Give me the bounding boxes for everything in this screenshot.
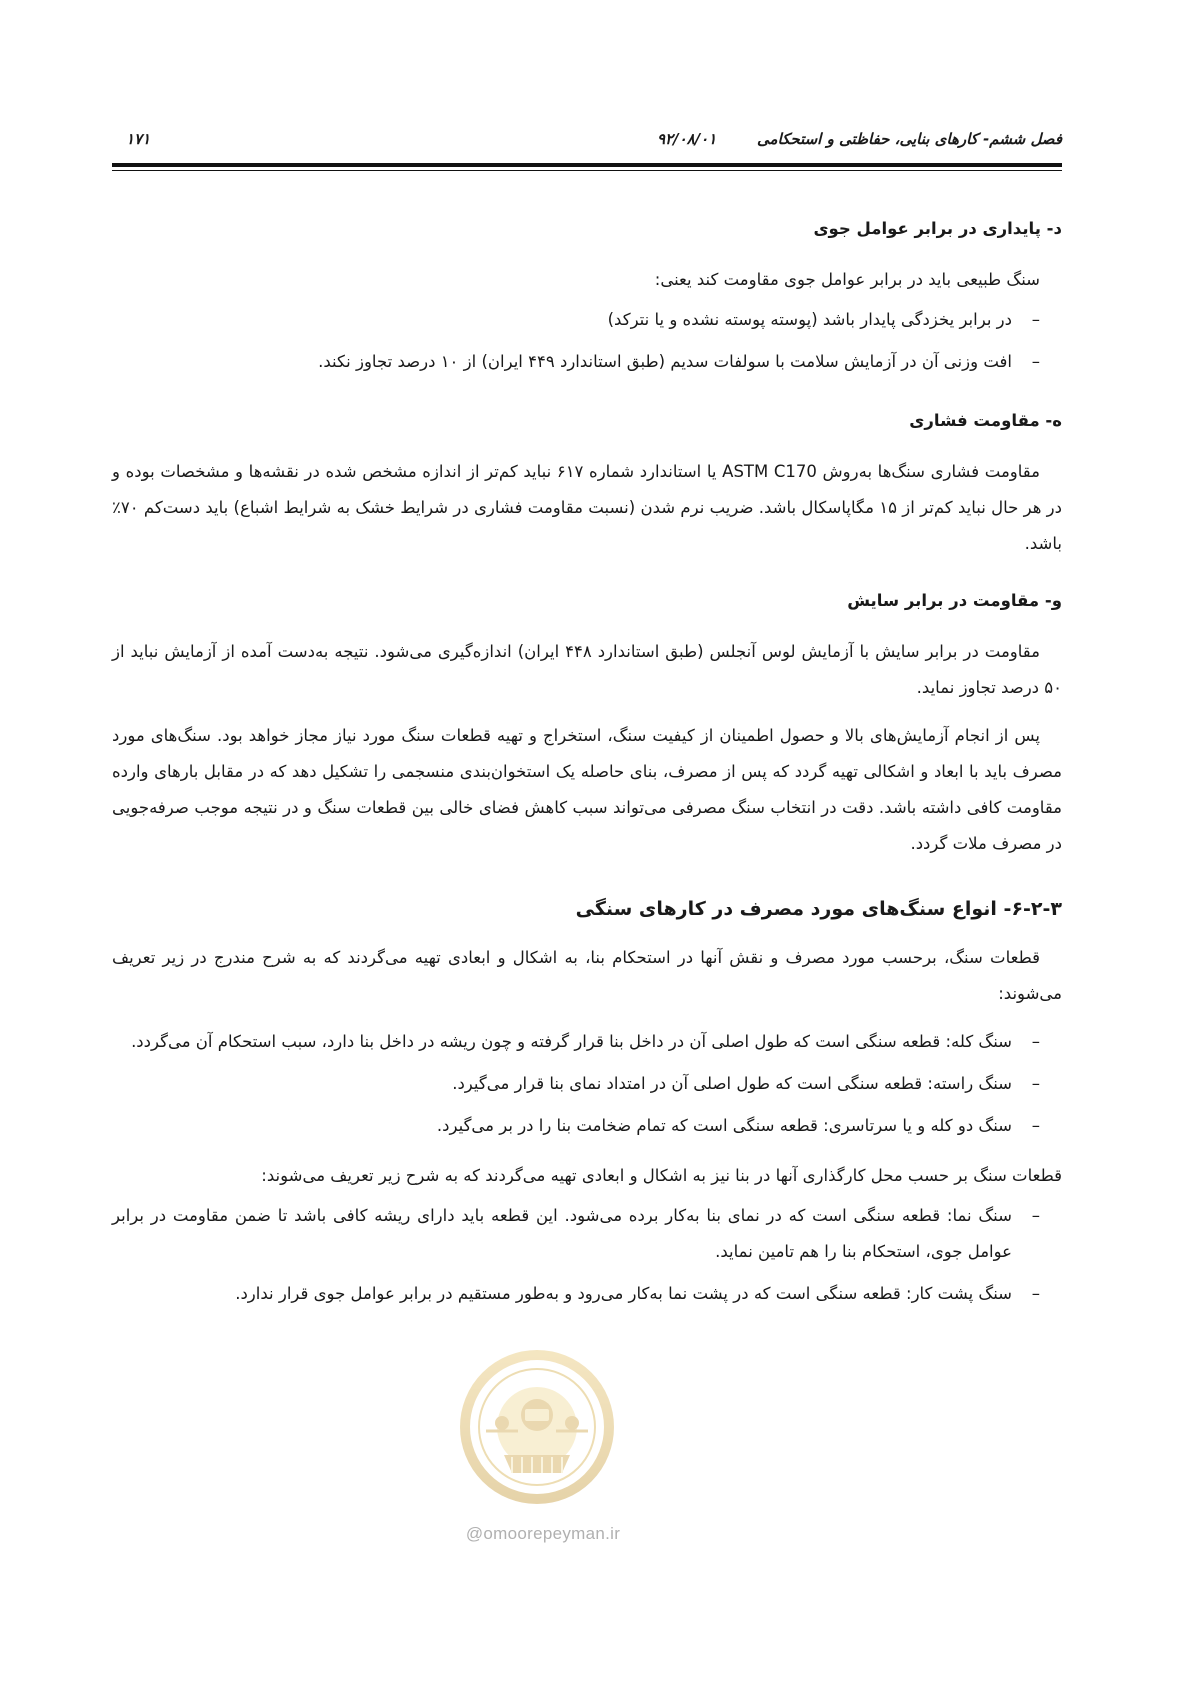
section-d-title: د- پایداری در برابر عوامل جوی	[813, 219, 1062, 238]
section-v-paragraph-2: پس از انجام آزمایش‌های بالا و حصول اطمینان از کیفیت سنگ، استخراج و تهیه قطعات سنگ مورد نیاز مجاز خواهد بود. سنگ‌های مورد مصرف باید با ابعاد و اشکالی تهیه گردد که پس از مصرف، بنای حاصله یک استخوان‌بندی منسجمی را تشکیل دهد که در مقابل بارهای وارده مقاومت کافی داشته باشد. دقت در انتخاب سنگ مصرفی می‌تواند سبب کاهش فضای خالی بین قطعات سنگ و در نتیجه موجب صرفه‌جویی در مصرف ملات گردد.	[112, 726, 1062, 853]
bullet-dash: –	[1031, 1206, 1040, 1225]
section-d-list	[112, 302, 1062, 380]
watermark-caption: @omoorepeyman.ir	[465, 1524, 621, 1543]
list-item-text: سنگ کله: قطعه سنگی است که طول اصلی آن در داخل بنا قرار گرفته و چون ریشه در داخل بنا دارد، سبب استحکام آن می‌گردد.	[131, 1032, 1012, 1051]
list-item	[112, 1024, 1040, 1060]
bullet-dash: –	[1031, 352, 1040, 371]
bullet-dash: –	[1031, 1074, 1040, 1093]
section-v-title: و- مقاومت در برابر سایش	[847, 591, 1062, 610]
chapter-title: فصل ششم- کارهای بنایی، حفاظتی و استحکامی	[757, 130, 1062, 148]
placement-types-list	[112, 1198, 1062, 1312]
body-content	[112, 214, 1062, 1326]
section-6-2-3-intro-2: قطعات سنگ بر حسب محل کارگذاری آنها در بنا نیز به اشکال و ابعادی تهیه می‌گردند که به شرح زیر تعریف می‌شوند:	[261, 1166, 1062, 1185]
bullet-dash: –	[1031, 1116, 1040, 1135]
page-header	[112, 126, 1062, 156]
seal-logo-icon	[442, 1345, 632, 1515]
list-item	[112, 1276, 1040, 1312]
revision-date: ۹۲/۰۸/۰۱	[657, 130, 717, 148]
list-item	[112, 344, 1040, 380]
bullet-dash: –	[1031, 1032, 1040, 1051]
section-d-intro: سنگ طبیعی باید در برابر عوامل جوی مقاومت کند یعنی:	[654, 270, 1040, 289]
list-item-text: افت وزنی آن در آزمایش سلامت با سولفات سدیم (طبق استاندارد ۴۴۹ ایران) از ۱۰ درصد تجاوز نکند.	[318, 352, 1012, 371]
section-v-paragraph-1: مقاومت در برابر سایش با آزمایش لوس آنجلس (طبق استاندارد ۴۴۸ ایران) اندازه‌گیری می‌شود. نتیجه به‌دست آمده از آزمایش نباید از ۵۰ درصد تجاوز نماید.	[112, 642, 1062, 697]
list-item-text: سنگ پشت کار: قطعه سنگی است که در پشت نما به‌کار می‌رود و به‌طور مستقیم در برابر عوامل جوی قرار ندارد.	[235, 1284, 1012, 1303]
bullet-dash: –	[1031, 1284, 1040, 1303]
page-number: ۱۷۱	[126, 130, 151, 148]
list-item	[112, 302, 1040, 338]
header-rule-thin	[112, 170, 1062, 171]
section-6-2-3-intro: قطعات سنگ، برحسب مورد مصرف و نقش آنها در استحکام بنا، به اشکال و ابعادی تهیه می‌گردند که به شرح مندرج در زیر تعریف می‌شوند:	[112, 948, 1062, 1003]
stone-types-list	[112, 1024, 1062, 1144]
list-item-text: سنگ نما: قطعه سنگی است که در نمای بنا به‌کار برده می‌شود. این قطعه باید دارای ریشه کافی باشد تا ضمن مقاومت در برابر عوامل جوی، استحکام بنا را هم تامین نماید.	[112, 1206, 1012, 1261]
list-item-text: سنگ راسته: قطعه سنگی است که طول اصلی آن در امتداد نمای بنا قرار می‌گیرد.	[452, 1074, 1012, 1093]
section-e-title: ه- مقاومت فشاری	[909, 411, 1062, 430]
header-rule-thick	[112, 163, 1062, 167]
list-item-text: در برابر یخزدگی پایدار باشد (پوسته پوسته نشده و یا نترکد)	[607, 310, 1012, 329]
section-e-paragraph: مقاومت فشاری سنگ‌ها به‌روش ASTM C170 یا استاندارد شماره ۶۱۷ نباید کم‌تر از اندازه مشخص شده در نقشه‌ها و مشخصات بوده و در هر حال نباید کم‌تر از ۱۵ مگاپاسکال باشد. ضریب نرم شدن (نسبت مقاومت فشاری در شرایط خشک به شرایط اشباع) باید دست‌کم ۷۰٪ باشد.	[112, 462, 1062, 553]
bullet-dash: –	[1031, 310, 1040, 329]
list-item	[112, 1108, 1040, 1144]
list-item	[112, 1066, 1040, 1102]
list-item-text: سنگ دو کله و یا سرتاسری: قطعه سنگی است که تمام ضخامت بنا را در بر می‌گیرد.	[436, 1116, 1012, 1135]
list-item	[112, 1198, 1040, 1270]
section-6-2-3-title: ۶-۲-۳- انواع سنگ‌های مورد مصرف در کارهای سنگی	[575, 898, 1062, 920]
